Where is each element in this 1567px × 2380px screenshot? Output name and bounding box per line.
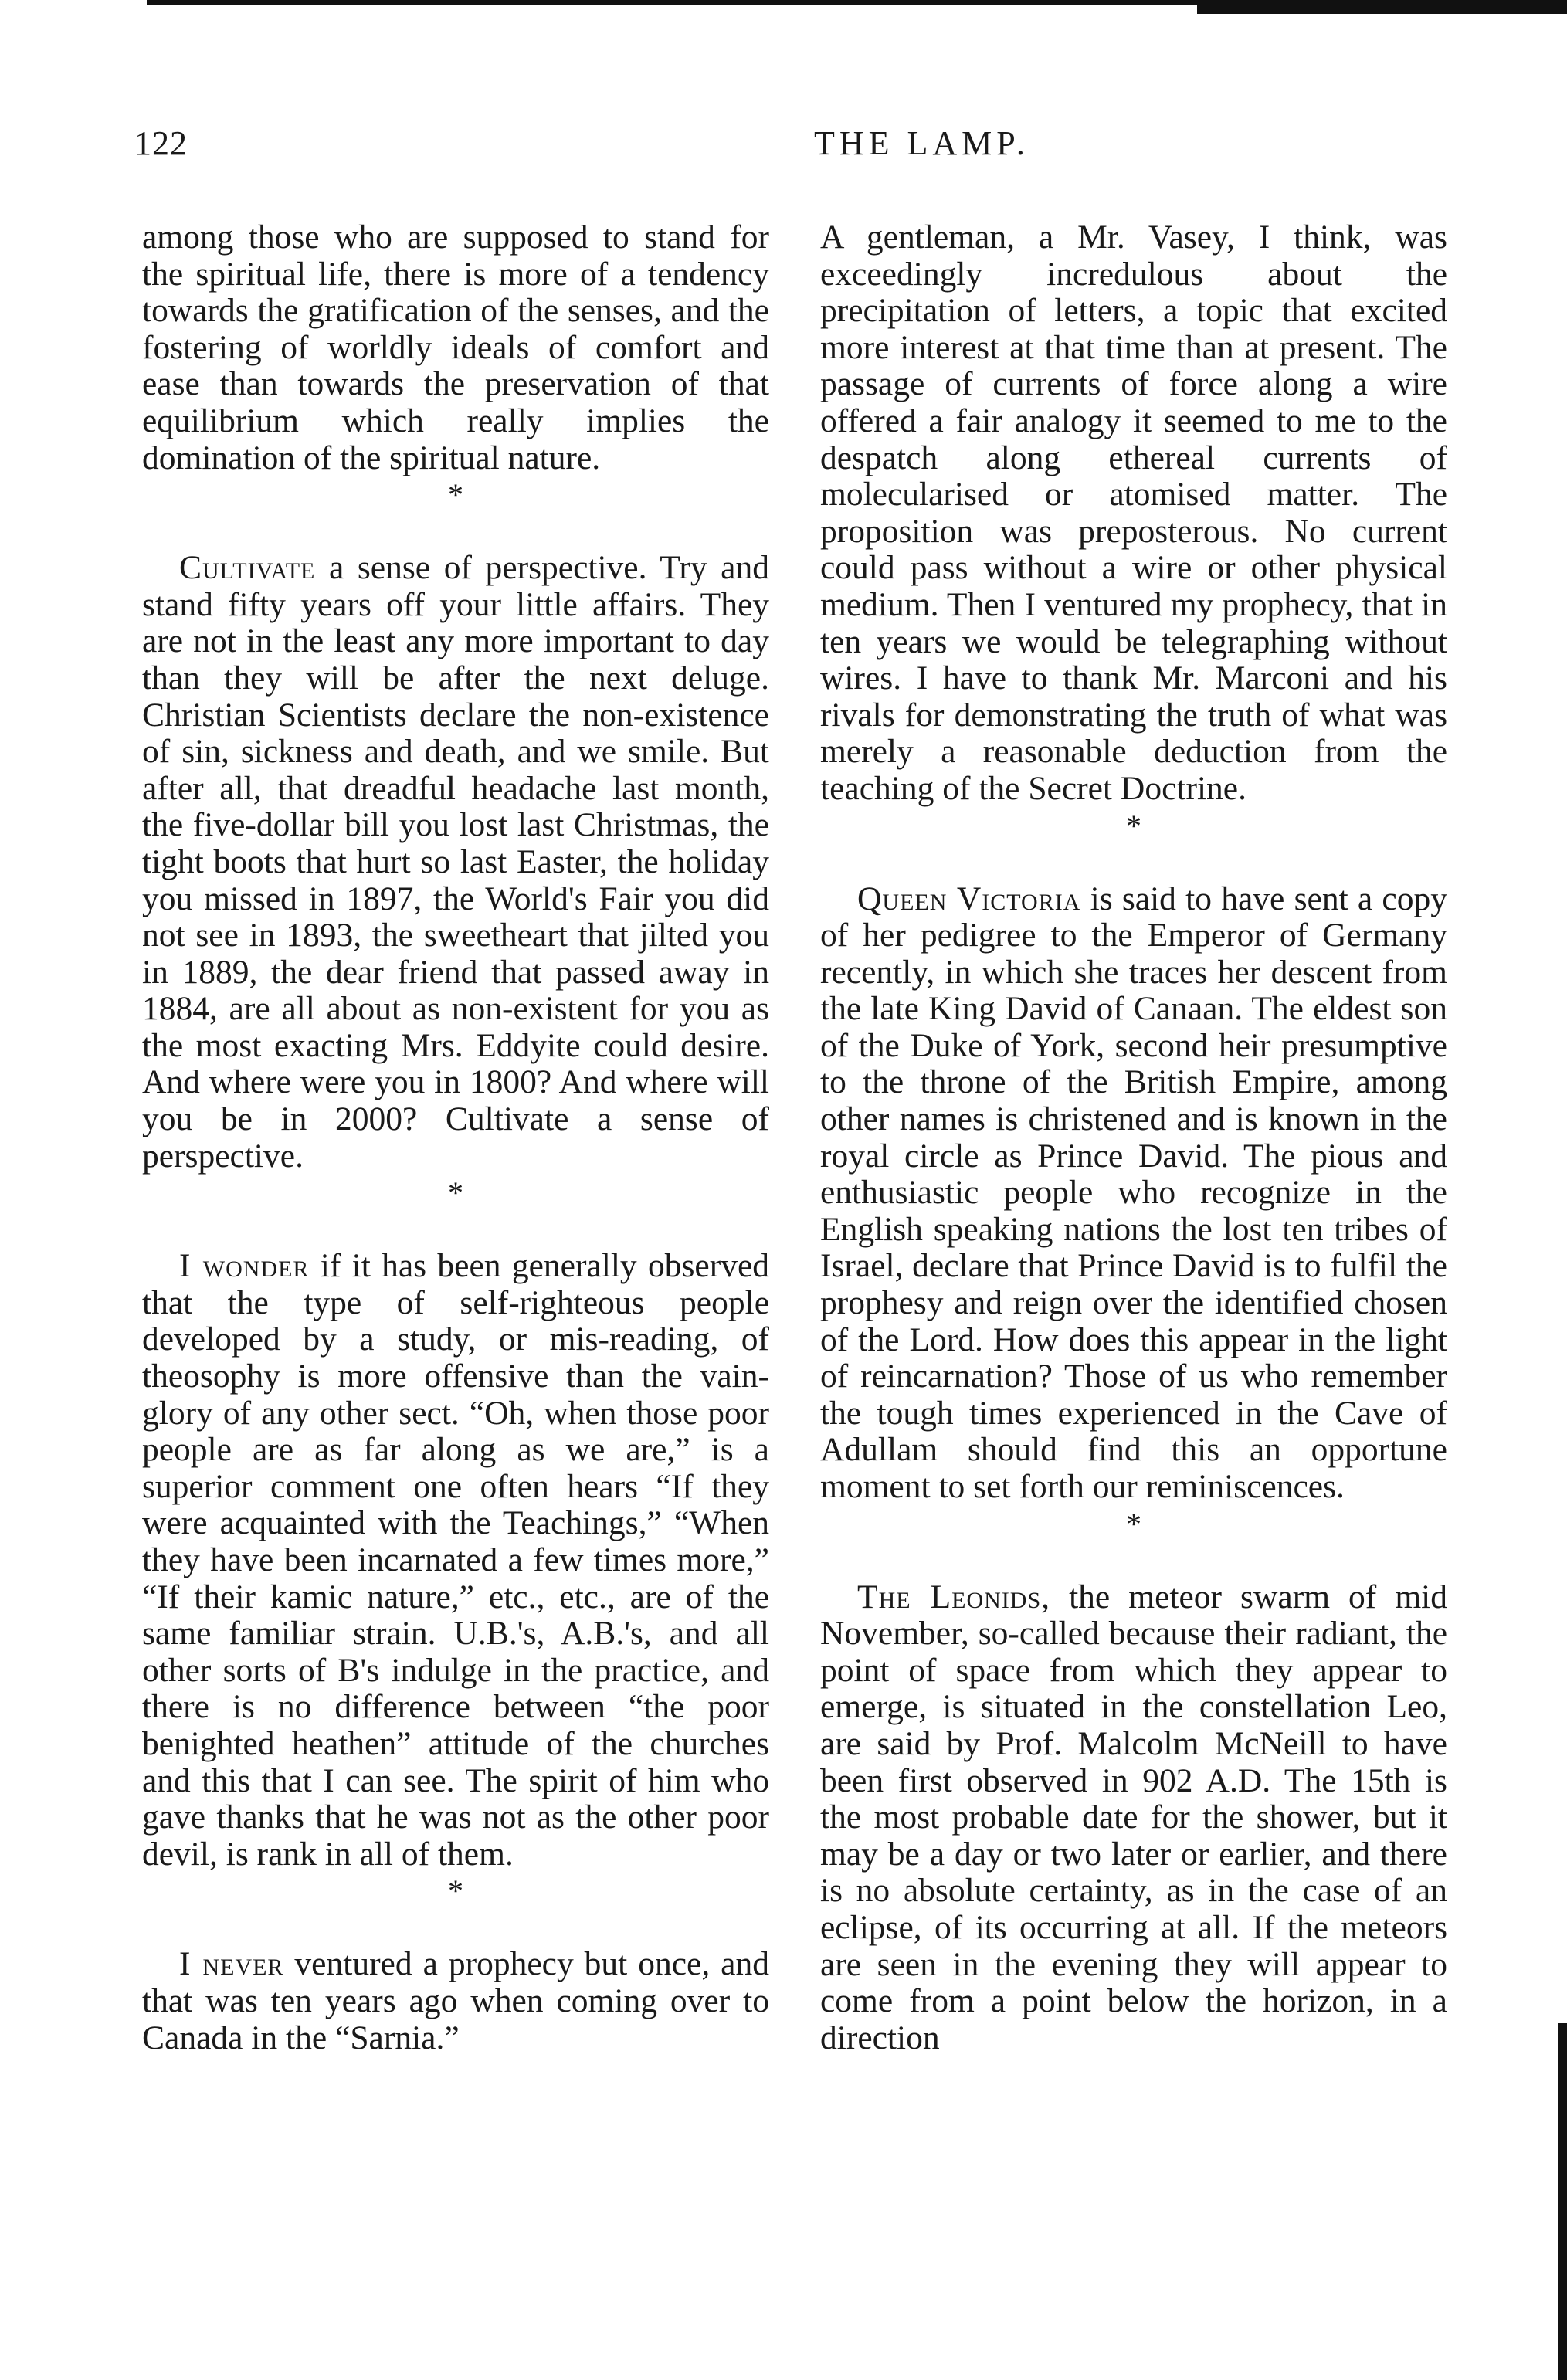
- page-number: 122: [134, 124, 188, 162]
- paragraph-lead: I never: [179, 1945, 284, 1983]
- paragraph-i-wonder: [142, 1248, 769, 1873]
- paragraph-leonids: [820, 1579, 1447, 2057]
- paragraph-lead: I wonder: [179, 1247, 310, 1285]
- paragraph-lead: The Leonids,: [857, 1578, 1051, 1615]
- paragraph-prophecy-continued: [820, 219, 1447, 808]
- section-separator: *: [448, 1175, 463, 1211]
- paragraph-spiritual-life: [142, 219, 769, 476]
- paragraph-text: among those who are supposed to stand for the spiritual life, there is more of a tendency towards the gratification of the senses, and the fostering of worldly ideals of comfort and ease than towards the preservation of that equilibrium which really implies the domination of the spiritual nature.: [142, 219, 769, 476]
- left-column: [142, 219, 769, 2056]
- top-border-rule-heavy: [1197, 0, 1567, 14]
- paragraph-text: ventured a prophecy but once, and that was ten years ago when coming over to Canada in the “Sarnia.”: [142, 1945, 769, 2056]
- paragraph-lead: Cultivate: [179, 549, 316, 587]
- paragraph-queen-victoria: [820, 881, 1447, 1506]
- section-separator: *: [448, 1873, 463, 1909]
- paragraph-text: is said to have sent a copy of her pedigree to the Emperor of Germany recently, in which she traces her descent from the late King David of Canaan. The eldest son of the Duke of York, second heir presumptive to the throne of the British Empire, among other names is christened and is known in the royal circle as Prince David. The pious and enthusiastic people who recognize in the English speaking nations the lost ten tribes of Israel, declare that Prince David is to fulfil the prophesy and reign over the identified chosen of the Lord. How does this appear in the light of reincarnation? Those of us who remember the tough times experienced in the Cave of Adullam should find this an opportune moment to set forth our reminiscences.: [820, 880, 1447, 1505]
- running-head: THE LAMP.: [814, 124, 1029, 162]
- section-separator: *: [1126, 1506, 1141, 1541]
- paragraph-cultivate: [142, 550, 769, 1175]
- paragraph-lead: Queen Victoria: [857, 880, 1081, 917]
- paragraph-text: if it has been generally observed that the type of self-righteous people developed by a study, or mis-reading, of theosophy is more offensive than the vain-glory of any other sect. “Oh, when those poor people are as far along as we are,” is a superior comment one often hears “If they were acquainted with the Teachings,” “When they have been incarnated a few times more,” “If their kamic nature,” etc., etc., are of the same familiar strain. U.B.'s, A.B.'s, and all other sorts of B's indulge in the practice, and there is no difference between “the poor benighted heathen” attitude of the churches and this that I can see. The spirit of him who gave thanks that he was not as the other poor devil, is rank in all of them.: [142, 1247, 770, 1873]
- right-column: [820, 219, 1447, 2056]
- page-header: [134, 124, 1478, 178]
- paragraph-text: the meteor swarm of mid November, so-called because their radiant, the point of space from which they appear to emerge, is situated in the constellation Leo, are said by Prof. Malcolm McNeill to have been first observed in 902 A.D. The 15th is the most probable date for the shower, but it may be a day or two later or earlier, and there is no absolute certainty, as in the case of an eclipse, of its occurring at all. If the meteors are seen in the evening they will appear to come from a point below the horizon, in a direction: [820, 1578, 1447, 2056]
- paragraph-text: A gentleman, a Mr. Vasey, I think, was exceedingly incredulous about the precipitation of letters, a topic that excited more interest at that time than at present. The passage of currents of force along a wire offered a fair analogy it seemed to me to the despatch along ethereal currents of molecularised or atomised matter. The proposition was preposterous. No current could pass without a wire or other physical medium. Then I ventured my prophecy, that in ten years we would be telegraphing without wires. I have to thank Mr. Marconi and his rivals for demonstrating the truth of what was merely a reasonable deduction from the teaching of the Secret Doctrine.: [820, 219, 1447, 807]
- paragraph-text: a sense of perspective. Try and stand fifty years off your little affairs. They are not in the least any more important to day than they will be after the next deluge. Christian Scientists declare the non-existence of sin, sickness and death, and we smile. But after all, that dreadful headache last month, the five-dollar bill you lost last Christmas, the tight boots that hurt so last Easter, the holiday you missed in 1897, the World's Fair you did not see in 1893, the sweetheart that jilted you in 1889, the dear friend that passed away in 1884, are all about as non-existent for you as the most exacting Mrs. Eddyite could desire. And where were you in 1800? And where will you be in 2000? Cultivate a sense of perspective.: [142, 549, 769, 1175]
- section-separator: *: [448, 477, 463, 513]
- scan-edge-shadow: [1558, 2023, 1567, 2380]
- paragraph-i-never: [142, 1946, 769, 2056]
- section-separator: *: [1126, 808, 1141, 843]
